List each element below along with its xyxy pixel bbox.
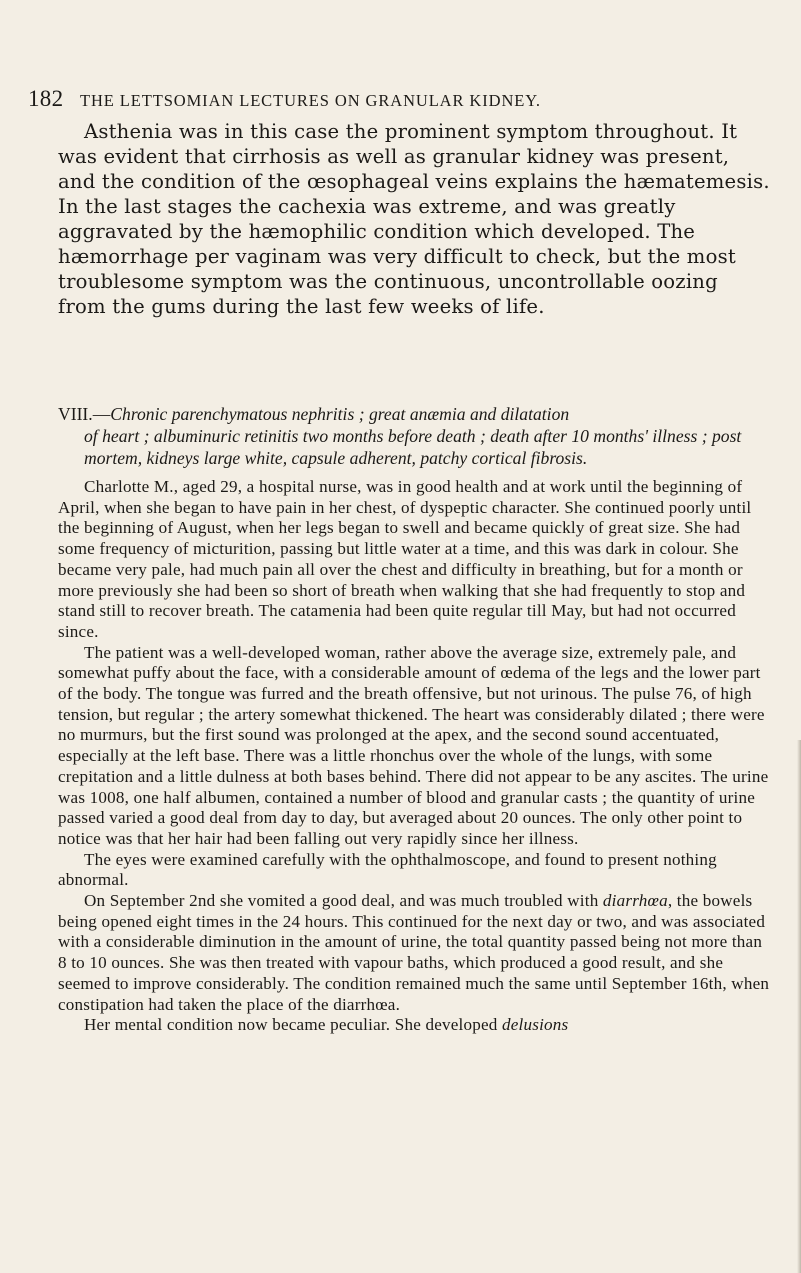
running-title: THE LETTSOMIAN LECTURES ON GRANULAR KIDNEY.	[80, 91, 541, 110]
case-paragraph-mental	[58, 1015, 770, 1036]
case-heading-dash: —	[92, 404, 111, 424]
sept-text-before: On September 2nd she vomited a good deal, and was much troubled with	[84, 891, 603, 911]
page-number: 182	[28, 86, 64, 111]
page-edge-shadow	[797, 740, 801, 1273]
mental-text-before: Her mental condition now became peculiar. She developed	[84, 1015, 502, 1035]
intro-paragraph: Asthenia was in this case the prominent symptom throughout. It was evident that cirrhosis as well as granular kidney was present, and the condition of the œsophageal veins explains the hæmatemesis. In the last stages the cachexia was extreme, and was greatly aggravated by the hæmophilic condition which developed. The hæmorrhage per vaginam was very difficult to check, but the most troublesome symptom was the continuous, uncontrollable oozing from the gums during the last few weeks of life.	[58, 120, 770, 318]
mental-text-italic: delusions	[502, 1015, 569, 1035]
case-numeral: VIII.	[58, 404, 93, 424]
case-heading	[58, 403, 770, 469]
case-paragraph-september	[58, 891, 770, 1015]
case-paragraph-examination: The patient was a well-developed woman, rather above the average size, extremely pale, and somewhat puffy about the face, with a considerable amount of œdema of the legs and the lower part of the body. The tongue was furred and the breath offensive, but not urinous. The pulse 76, of high tension, but regular ; the artery somewhat thickened. The heart was considerably dilated ; there were no murmurs, but the first sound was prolonged at the apex, and the second sound accentuated, especially at the left base. There was a little rhonchus over the whole of the lungs, with some crepitation and a little dulness at both bases behind. There did not appear to be any ascites. The urine was 1008, one half albumen, contained a number of blood and granular casts ; the quantity of urine passed varied a good deal from day to day, but averaged about 20 ounces. The only other point to notice was that her hair had been falling out very rapidly since her illness.	[58, 642, 769, 848]
case-body	[58, 477, 770, 1036]
case-heading-rest: of heart ; albuminuric retinitis two months before death ; death after 10 months' illness ; post mortem, kidneys large white, capsule adherent, patchy cortical fibrosis.	[84, 426, 742, 468]
running-header	[28, 86, 728, 112]
case-heading-line1: Chronic parenchymatous nephritis ; great anæmia and dilatation	[110, 404, 570, 424]
case-paragraph-history: Charlotte M., aged 29, a hospital nurse, was in good health and at work until the beginning of April, when she began to have pain in her chest, of dyspeptic character. She continued poorly until the beginning of August, when her legs began to swell and became quickly of great size. She had some frequency of micturition, passing but little water at a time, and this was dark in colour. She became very pale, had much pain all over the chest and difficulty in breathing, but for a month or more previously she had been so short of breath when walking that she had frequently to stop and stand still to recover breath. The catamenia had been quite regular till May, but had not occurred since.	[58, 477, 752, 641]
sept-text-italic: diarrhœa	[602, 891, 668, 911]
intro-text-block	[58, 119, 770, 319]
sept-text-after: , the bowels being opened eight times in the 24 hours. This continued for the next day or two, and was associated with a considerable diminution in the amount of urine, the total quantity passed being not more than 8 to 10 ounces. She was then treated with vapour baths, which produced a good result, and she seemed to improve considerably. The condition remained much the same until September 16th, when constipation had taken the place of the diarrhœa.	[58, 891, 770, 1014]
case-paragraph-eyes: The eyes were examined carefully with the ophthalmoscope, and found to present nothing abnormal.	[58, 849, 717, 890]
